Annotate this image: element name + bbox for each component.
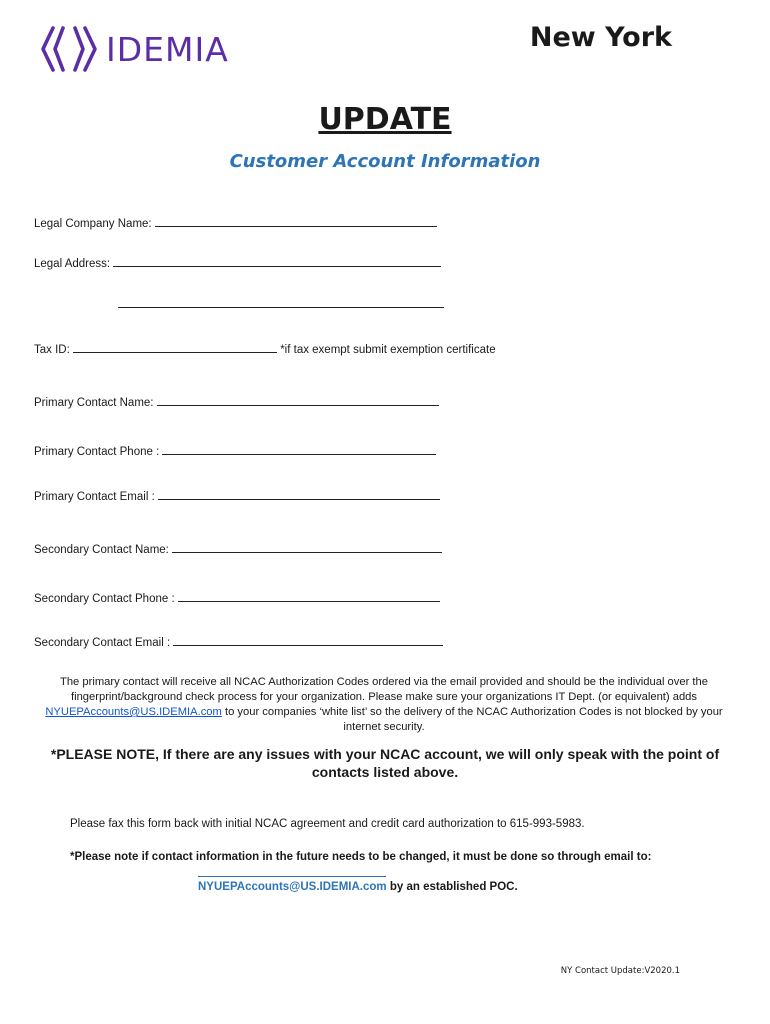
legal-company-name-label: Legal Company Name:: [34, 218, 152, 230]
version-footer: NY Contact Update:V2020.1: [560, 966, 680, 976]
secondary-contact-name-line[interactable]: [172, 542, 442, 553]
email-underline: [198, 876, 386, 877]
secondary-contact-name-label: Secondary Contact Name:: [34, 544, 169, 556]
page-subtitle: Customer Account Information: [229, 151, 541, 172]
change-note: *Please note if contact information in the future needs to be changed, it must be done so through email to:: [70, 851, 652, 863]
contact-email-link[interactable]: NYUEPAccounts@US.IDEMIA.com: [198, 881, 387, 893]
secondary-contact-phone-field[interactable]: [34, 591, 440, 605]
tax-id-label: Tax ID:: [34, 344, 70, 356]
instructions-text-1: The primary contact will receive all NCAC Authorization Codes ordered via the email provided and should be the individual over the fingerprint/background check process for your organization. Please make sure your organizations IT Dept. (or equivalent) adds: [60, 676, 708, 703]
secondary-contact-email-field[interactable]: [34, 635, 443, 649]
legal-address-line-2[interactable]: [118, 297, 444, 308]
page-title-text: UPDATE: [318, 102, 452, 137]
primary-contact-phone-field[interactable]: [34, 444, 436, 458]
whitelist-email-link[interactable]: NYUEPAccounts@US.IDEMIA.com: [45, 706, 222, 718]
tax-id-field[interactable]: [34, 342, 496, 356]
secondary-contact-name-field[interactable]: [34, 542, 442, 556]
secondary-contact-email-line[interactable]: [173, 635, 443, 646]
primary-contact-name-label: Primary Contact Name:: [34, 397, 154, 409]
legal-address-label: Legal Address:: [34, 258, 111, 270]
please-note: *PLEASE NOTE, If there are any issues with your NCAC account, we will only speak with the point of contacts listed above.: [50, 746, 720, 780]
primary-contact-phone-label: Primary Contact Phone :: [34, 446, 160, 458]
fax-instructions: Please fax this form back with initial NCAC agreement and credit card authorization to 615-993-5983.: [70, 818, 585, 830]
region-label: New York: [529, 22, 672, 53]
primary-contact-name-line[interactable]: [157, 395, 439, 406]
contact-email-row: [198, 881, 518, 893]
legal-company-name-line[interactable]: [155, 216, 437, 227]
idemia-logo: [40, 24, 229, 74]
page-title: [0, 102, 770, 137]
legal-address-field[interactable]: [34, 256, 441, 270]
instructions-text-2: to your companies ‘white list’ so the delivery of the NCAC Authorization Codes is not blocked by your internet security.: [221, 706, 723, 733]
instructions-paragraph: [34, 675, 734, 735]
legal-address-field-2[interactable]: [118, 297, 444, 311]
primary-contact-name-field[interactable]: [34, 395, 439, 409]
secondary-contact-email-label: Secondary Contact Email :: [34, 637, 171, 649]
tax-exempt-note: *if tax exempt submit exemption certificate: [280, 344, 496, 356]
idemia-logo-mark-icon: [40, 24, 98, 74]
secondary-contact-phone-label: Secondary Contact Phone :: [34, 593, 175, 605]
logo-text: IDEMIA: [106, 29, 229, 69]
legal-company-name-field[interactable]: [34, 216, 437, 230]
tax-id-line[interactable]: [73, 342, 277, 353]
primary-contact-email-field[interactable]: [34, 489, 440, 503]
primary-contact-phone-line[interactable]: [162, 444, 436, 455]
primary-contact-email-line[interactable]: [158, 489, 440, 500]
secondary-contact-phone-line[interactable]: [178, 591, 440, 602]
legal-address-line-1[interactable]: [113, 256, 441, 267]
contact-email-suffix: by an established POC.: [386, 881, 518, 893]
primary-contact-email-label: Primary Contact Email :: [34, 491, 155, 503]
